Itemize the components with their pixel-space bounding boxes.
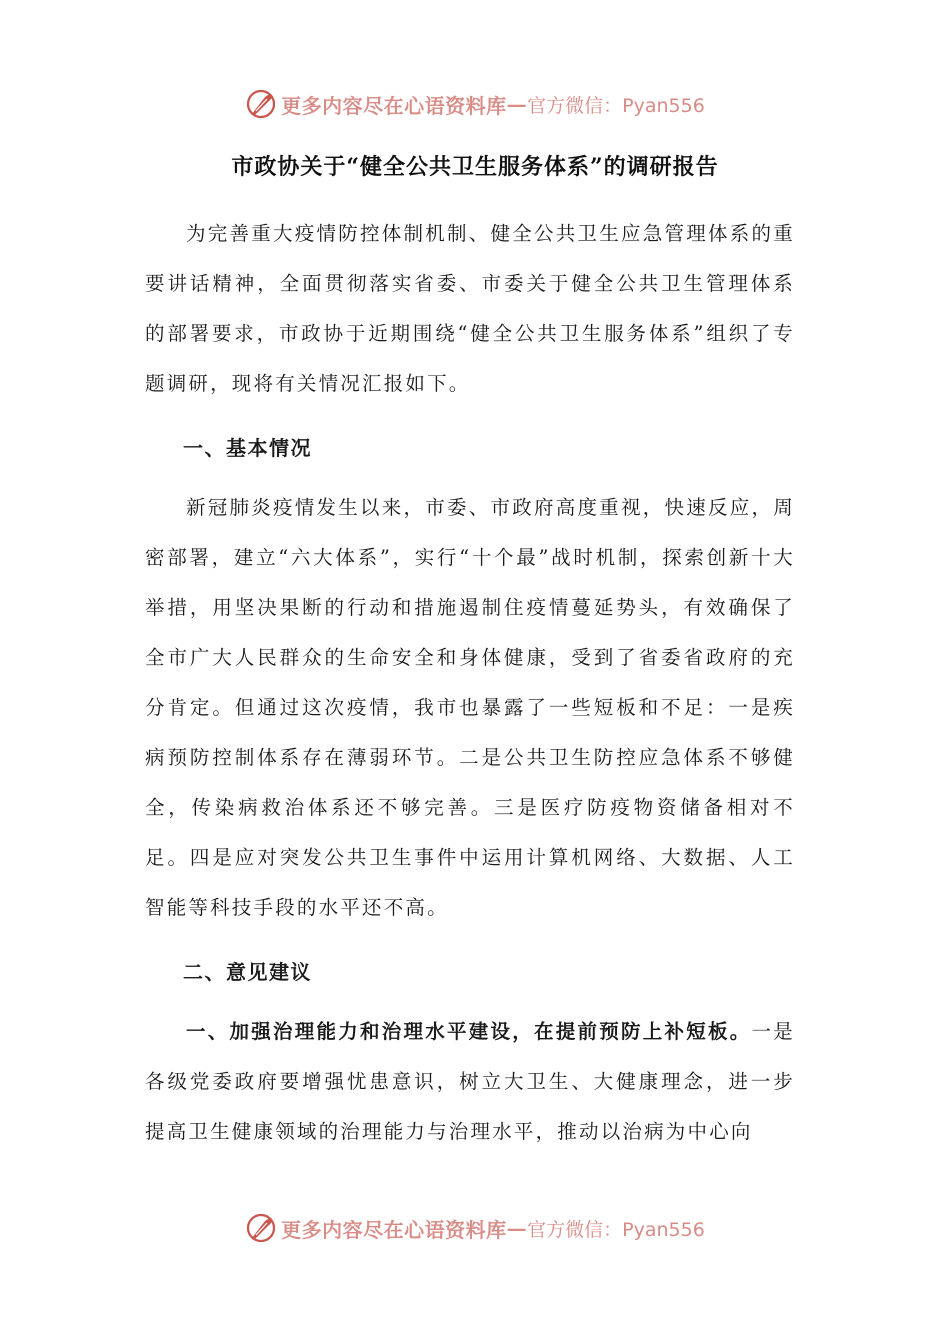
intro-paragraph: 为完善重大疫情防控体制机制、健全公共卫生应急管理体系的重要讲话精神，全面贯彻落实省委、市委关于健全公共卫生管理体系的部署要求，市政协于近期围绕“健全公共卫生服务体系”组织了专题调研，现将有关情况汇报如下。 <box>145 222 795 395</box>
section2-heading: 二、意见建议 <box>183 960 312 984</box>
banner-dash: — <box>506 1216 528 1240</box>
banner-contact: 官方微信：Pyan556 <box>527 94 705 117</box>
point1-body: 一是各级党委政府要增强忧患意识，树立大卫生、大健康理念，进一步提高卫生健康领域的治理能力与治理水平，推动以治病为中心向 <box>145 1020 796 1143</box>
quill-pen-logo-icon <box>245 88 277 120</box>
document-title: 市政协关于“健全公共卫生服务体系”的调研报告 <box>231 154 719 180</box>
section1-heading: 一、基本情况 <box>183 436 312 460</box>
banner-contact: 官方微信：Pyan556 <box>527 1218 705 1241</box>
section1-paragraph: 新冠肺炎疫情发生以来，市委、市政府高度重视，快速反应，周密部署，建立“六大体系”，实行“十个最”战时机制，探索创新十大举措，用坚决果断的行动和措施遏制住疫情蔓延势头，有效确保了全市广大人民群众的生命安全和身体健康，受到了省委省政府的充分肯定。但通过这次疫情，我市也暴露了一些短板和不足：一是疾病预防控制体系存在薄弱环节。二是公共卫生防控应急体系不够健全，传染病救治体系还不够完善。三是医疗防疫物资储备相对不足。四是应对突发公共卫生事件中运用计算机网络、大数据、人工智能等科技手段的水平还不高。 <box>145 496 795 919</box>
footer-banner <box>0 1208 950 1248</box>
point1-lead: 一、加强治理能力和治理水平建设，在提前预防上补短板。 <box>185 1020 752 1043</box>
point1-paragraph <box>145 1007 795 1157</box>
header-banner <box>0 84 950 124</box>
banner-text: 更多内容尽在心语资料库 <box>281 1217 507 1242</box>
banner-text: 更多内容尽在心语资料库 <box>281 93 507 118</box>
banner-dash: — <box>506 92 528 116</box>
quill-pen-logo-icon <box>245 1212 277 1244</box>
